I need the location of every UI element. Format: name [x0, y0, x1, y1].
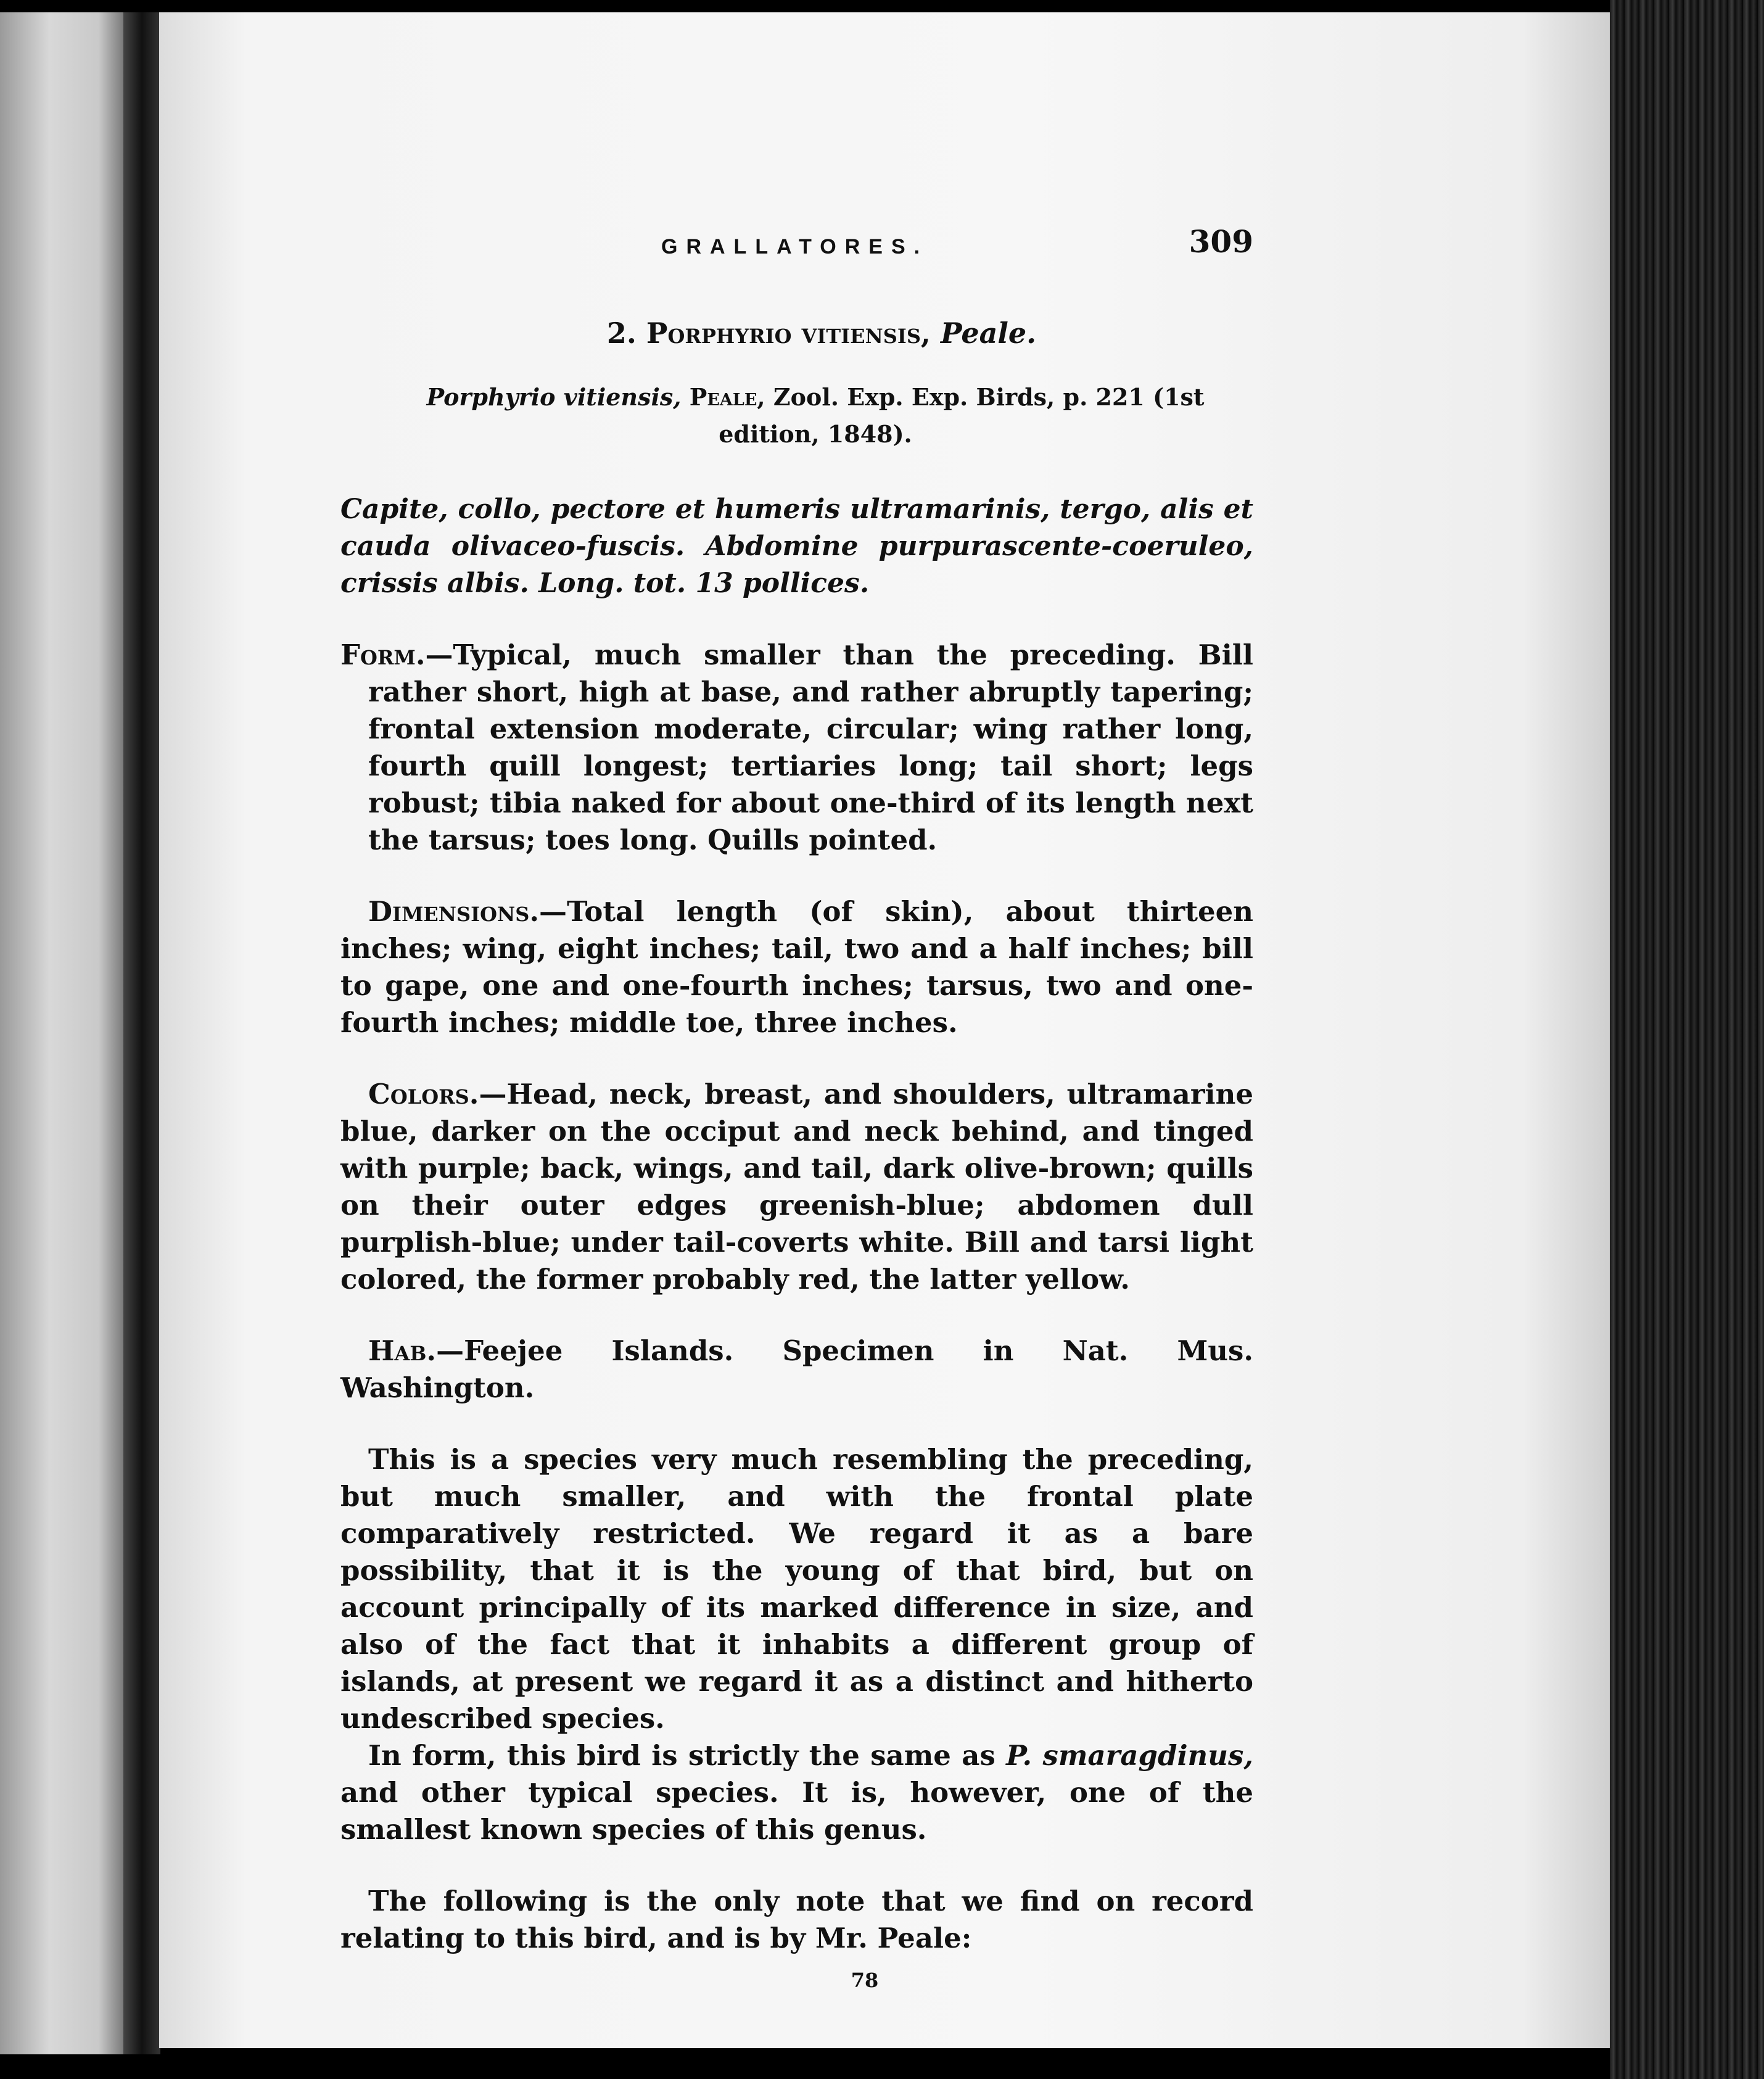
note-intro-paragraph: The following is the only note that we find on record relating to this bird, and is by Mr. Peale: — [340, 1885, 1253, 1954]
synonymy-author: Peale, — [689, 383, 765, 411]
synonymy-name: Porphyrio vitiensis, — [426, 383, 682, 411]
dimensions-label: Dimensions. — [368, 895, 540, 928]
habitat-paragraph — [340, 1333, 1253, 1407]
page-content — [340, 222, 1253, 1999]
colors-label: Colors. — [368, 1078, 479, 1110]
form-remark-paragraph — [340, 1737, 1253, 1848]
form-paragraph — [340, 637, 1253, 859]
synonymy-reference: Zool. Exp. Exp. Birds, p. 221 (1st edition, 1848). — [719, 383, 1205, 448]
form-text: —Typical, much smaller than the preceding. Bill rather short, high at base, and rather abruptly tapering; frontal extension moderate, circular; wing rather long, fourth quill longest; tertiaries long; tail short; legs robust; tibia naked for about one-third of its length next the tarsus; toes long. Quills pointed. — [368, 639, 1253, 856]
running-title: GRALLATORES. — [661, 235, 929, 258]
form-remark-after: and other typical species. It is, however, one of the smallest known species of this genus. — [340, 1776, 1253, 1846]
dimensions-text: —Total length (of skin), about thirteen inches; wing, eight inches; tail, two and a half inches; bill to gape, one and one-fourth inches; tarsus, two and one-fourth inches; middle toe, three inches. — [340, 895, 1253, 1039]
form-remark-before: In form, this bird is strictly the same as — [368, 1739, 1007, 1772]
synonymy-line — [340, 379, 1253, 453]
species-number: 2. — [606, 316, 637, 350]
form-remark-species: P. smaragdinus, — [1006, 1739, 1253, 1772]
dimensions-paragraph — [340, 893, 1253, 1041]
colors-paragraph — [340, 1076, 1253, 1298]
habitat-text: —Feejee Islands. Specimen in Nat. Mus. Washington. — [340, 1334, 1253, 1404]
species-heading — [340, 315, 1253, 352]
species-author: Peale. — [940, 316, 1037, 350]
signature-mark: 78 — [851, 1969, 879, 1992]
adjacent-page-edge — [0, 12, 123, 2054]
page-number: 309 — [1189, 223, 1253, 260]
remarks-paragraph: This is a species very much resembling the preceding, but much smaller, and with the frontal plate comparatively restricted. We regard it as a bare possibility, that it is the young of that bird, but on account principally of its marked difference in size, and also of the fact that it inhabits a different group of islands, at present we regard it as a distinct and hitherto undescribed species. — [340, 1443, 1253, 1735]
form-label: Form. — [340, 639, 426, 671]
species-name: Porphyrio vitiensis, — [646, 316, 931, 350]
latin-diagnosis: Capite, collo, pectore et humeris ultramarinis, tergo, alis et cauda olivaceo-fuscis. Abdomine purpurascente-coeruleo, crissis albis. Long. tot. 13 pollices. — [340, 494, 1253, 599]
habitat-label: Hab. — [368, 1334, 437, 1367]
running-head — [340, 223, 1253, 271]
page-stack-edge — [1610, 0, 1764, 2079]
book-gutter — [123, 12, 160, 2054]
colors-text: —Head, neck, breast, and shoulders, ultramarine blue, darker on the occiput and neck behind, and tinged with purple; back, wings, and tail, dark olive-brown; quills on their outer edges greenish-blue; abdomen dull purplish-blue; under tail-coverts white. Bill and tarsi light colored, the former probably red, the latter yellow. — [340, 1078, 1253, 1296]
